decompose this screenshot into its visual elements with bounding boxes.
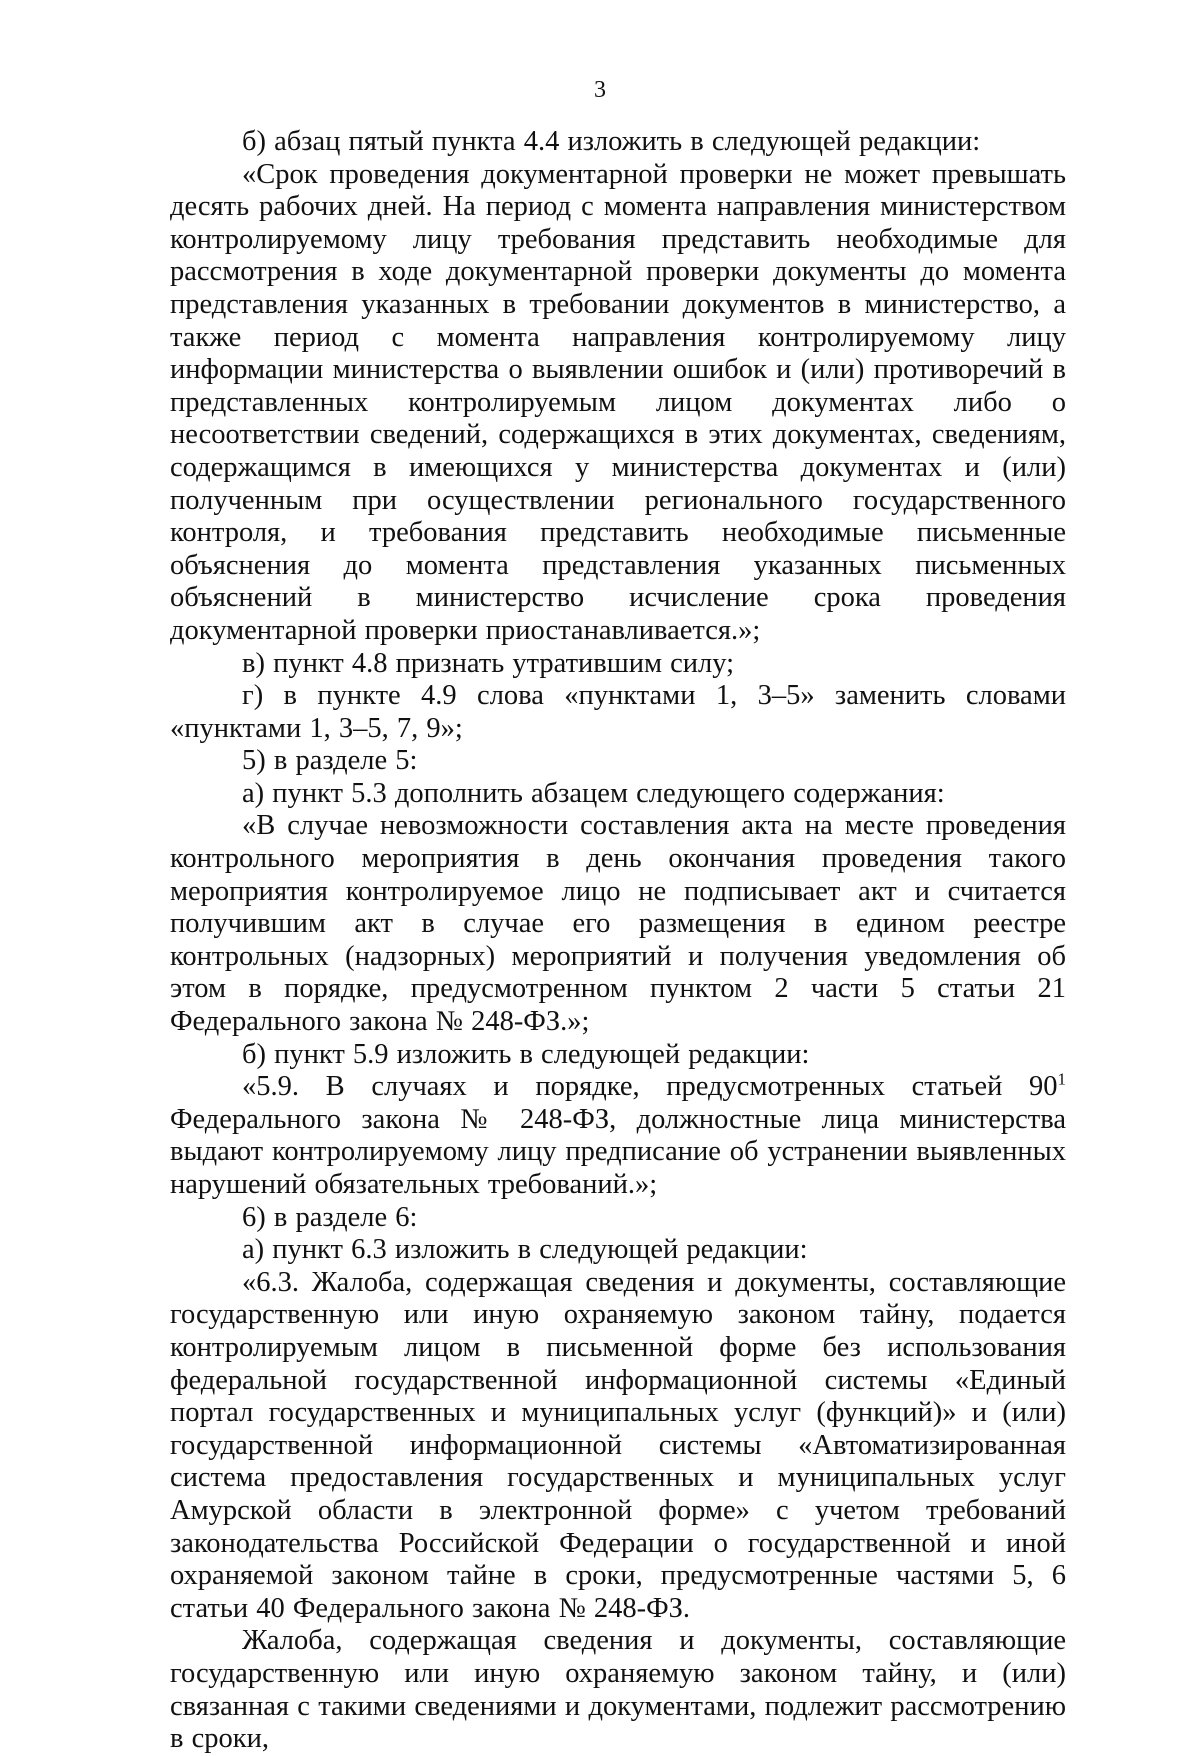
paragraph-9-text-after: Федерального закона № 248-ФЗ, должностные лица министерства выдают контролируемому лицу предписание об устранении выявленных нарушений обязательных требований.»; xyxy=(170,1103,1066,1200)
paragraph-1: б) абзац пятый пункта 4.4 изложить в следующей редакции: xyxy=(242,126,981,157)
paragraph-5: 5) в разделе 5: xyxy=(242,745,418,777)
paragraph-9-text-before: «5.9. В случаях и порядке, предусмотренных статьей 90 xyxy=(242,1071,1058,1103)
paragraph-6: а) пункт 5.3 дополнить абзацем следующего содержания: xyxy=(242,777,945,809)
paragraph-13: Жалоба, содержащая сведения и документы, составляющие государственную или иную охраняемую законом тайну, и (или) связанная с такими сведениями и документами, подлежит рассмотрению в сроки, xyxy=(170,1625,1066,1755)
paragraph-12: «6.3. Жалоба, содержащая сведения и документы, составляющие государственную или иную охраняемую законом тайну, подается контролируемым лицом в письменной форме без использования федеральной государственной информационной системы «Единый портал государственных и муниципальных услуг (функций)» и (или) государственной информационной системы «Автоматизированная система предоставления государственных и муниципальных услуг Амурской области в электронной форме» с учетом требований законодательства Российской Федерации о государственной и иной охраняемой законом тайне в сроки, предусмотренные частями 5, 6 статьи 40 Федерального закона № 248-ФЗ. xyxy=(170,1266,1066,1624)
paragraph-2: «Срок проведения документарной проверки не может превышать десять рабочих дней. На период с момента направления министерством контролируемому лицу требования представить необходимые для рассмотрения в ходе документарной проверки документы до момента представления указанных в требовании документов в министерство, а также период с момента направления контролируемому лицу информации министерства о выявлении ошибок и (или) противоречий в представленных контролируемым лицом документах либо о несоответствии сведений, содержащихся в этих документах, сведениям, содержащимся в имеющихся у министерства документах и (или) полученным при осуществлении регионального государственного контроля, и требования представить необходимые письменные объяснения до момента представления указанных письменных объяснений в министерство исчисление срока проведения документарной проверки приостанавливается.»; xyxy=(170,158,1066,646)
paragraph-4: г) в пункте 4.9 слова «пунктами 1, 3–5» заменить словами «пунктами 1, 3–5, 7, 9»; xyxy=(170,680,1066,744)
document-body xyxy=(170,126,1066,1756)
paragraph-8: б) пункт 5.9 изложить в следующей редакции: xyxy=(242,1038,810,1070)
page-number: 3 xyxy=(594,77,606,103)
paragraph-7: «В случае невозможности составления акта на месте проведения контрольного мероприятия в день окончания проведения такого мероприятия контролируемое лицо не подписывает акт и считается получившим акт в случае его размещения в едином реестре контрольных (надзорных) мероприятий и получения уведомления об этом в порядке, предусмотренном пунктом 2 части 5 статьи 21 Федерального закона № 248-ФЗ.»; xyxy=(170,810,1066,1038)
paragraph-10: 6) в разделе 6: xyxy=(242,1201,418,1233)
paragraph-3: в) пункт 4.8 признать утратившим силу; xyxy=(242,647,735,679)
paragraph-9 xyxy=(170,1071,1066,1201)
paragraph-11: а) пункт 6.3 изложить в следующей редакции: xyxy=(242,1234,808,1266)
article-superscript: 1 xyxy=(1057,1069,1066,1089)
